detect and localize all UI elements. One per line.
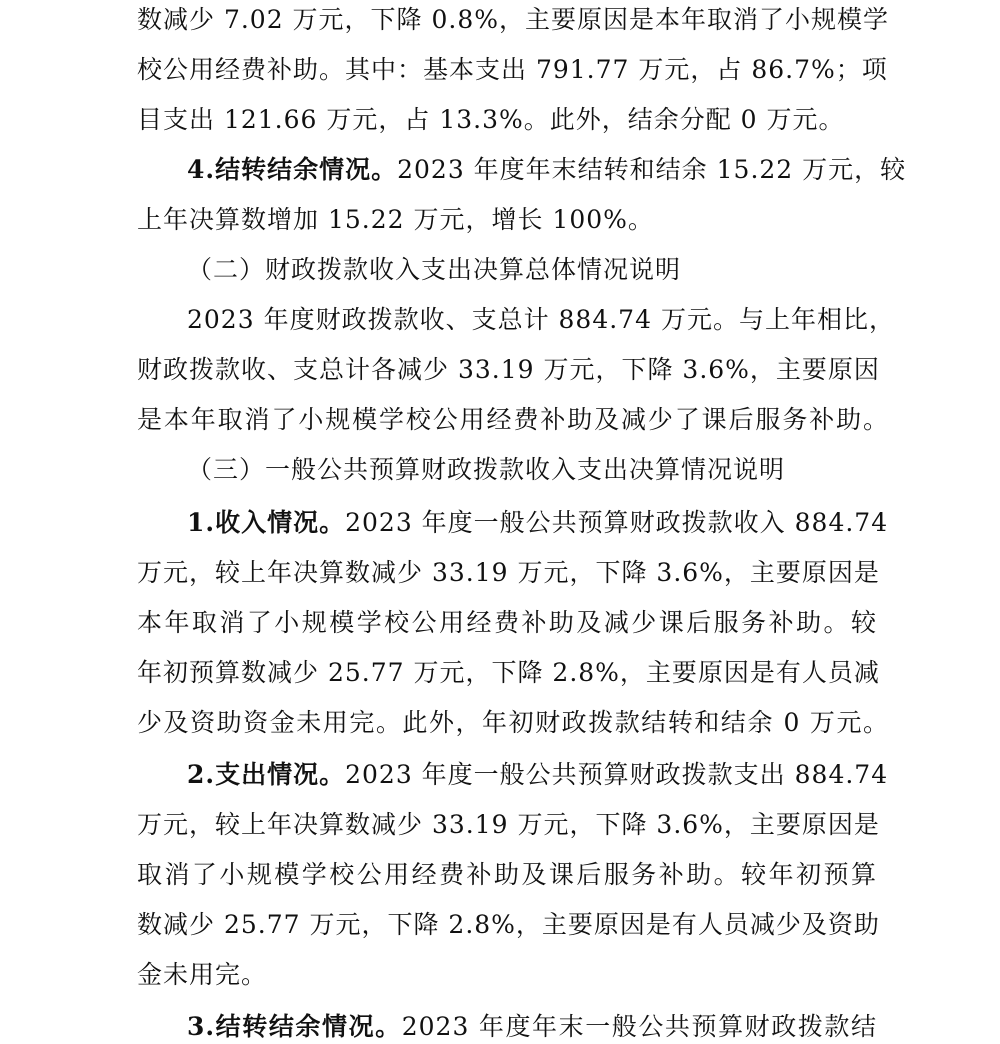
text-run: 2023 年度年末结转和结余 15.22 万元，较 [397, 155, 907, 184]
text-line: 万元，较上年决算数减少 33.19 万元，下降 3.6%，主要原因是 [137, 810, 880, 839]
section-heading: 1.收入情况。 [187, 508, 346, 537]
paragraph-line [187, 508, 889, 538]
section-heading: （二）财政拨款收入支出决算总体情况说明 [187, 255, 682, 284]
section-heading: 3.结转结余情况。 [187, 1012, 402, 1041]
text-line: 是本年取消了小规模学校公用经费补助及减少了课后服务补助。 [137, 405, 889, 434]
text-run: 2023 年度一般公共预算财政拨款支出 884.74 [345, 760, 889, 789]
paragraph-line [187, 760, 889, 790]
text-line: 2023 年度财政拨款收、支总计 884.74 万元。与上年相比， [187, 305, 895, 334]
text-line: 目支出 121.66 万元，占 13.3%。此外，结余分配 0 万元。 [137, 105, 845, 134]
text-line: 万元，较上年决算数减少 33.19 万元，下降 3.6%，主要原因是 [137, 558, 880, 587]
text-line: 少及资助资金未用完。此外，年初财政拨款结转和结余 0 万元。 [137, 708, 889, 737]
text-line: 财政拨款收、支总计各减少 33.19 万元，下降 3.6%，主要原因 [137, 355, 880, 384]
text-line: 本年取消了小规模学校公用经费补助及减少课后服务补助。较 [137, 608, 877, 637]
text-line: 校公用经费补助。其中：基本支出 791.77 万元，占 86.7%；项 [137, 55, 888, 84]
text-line: 数减少 7.02 万元，下降 0.8%，主要原因是本年取消了小规模学 [137, 5, 890, 34]
section-heading: （三）一般公共预算财政拨款收入支出决算情况说明 [187, 455, 786, 484]
text-line: 金未用完。 [137, 960, 268, 989]
text-line: 数减少 25.77 万元，下降 2.8%，主要原因是有人员减少及资助 [137, 910, 880, 939]
text-run: 2023 年度一般公共预算财政拨款收入 884.74 [345, 508, 889, 537]
text-line: 上年决算数增加 15.22 万元，增长 100%。 [137, 205, 654, 234]
text-line: 取消了小规模学校公用经费补助及课后服务补助。较年初预算 [137, 860, 877, 889]
paragraph-line [187, 155, 907, 185]
paragraph-line [187, 1012, 877, 1042]
text-run: 2023 年度年末一般公共预算财政拨款结 [401, 1012, 877, 1041]
text-line: 年初预算数减少 25.77 万元，下降 2.8%，主要原因是有人员减 [137, 658, 880, 687]
section-heading: 4.结转结余情况。 [187, 155, 398, 184]
section-heading: 2.支出情况。 [187, 760, 346, 789]
